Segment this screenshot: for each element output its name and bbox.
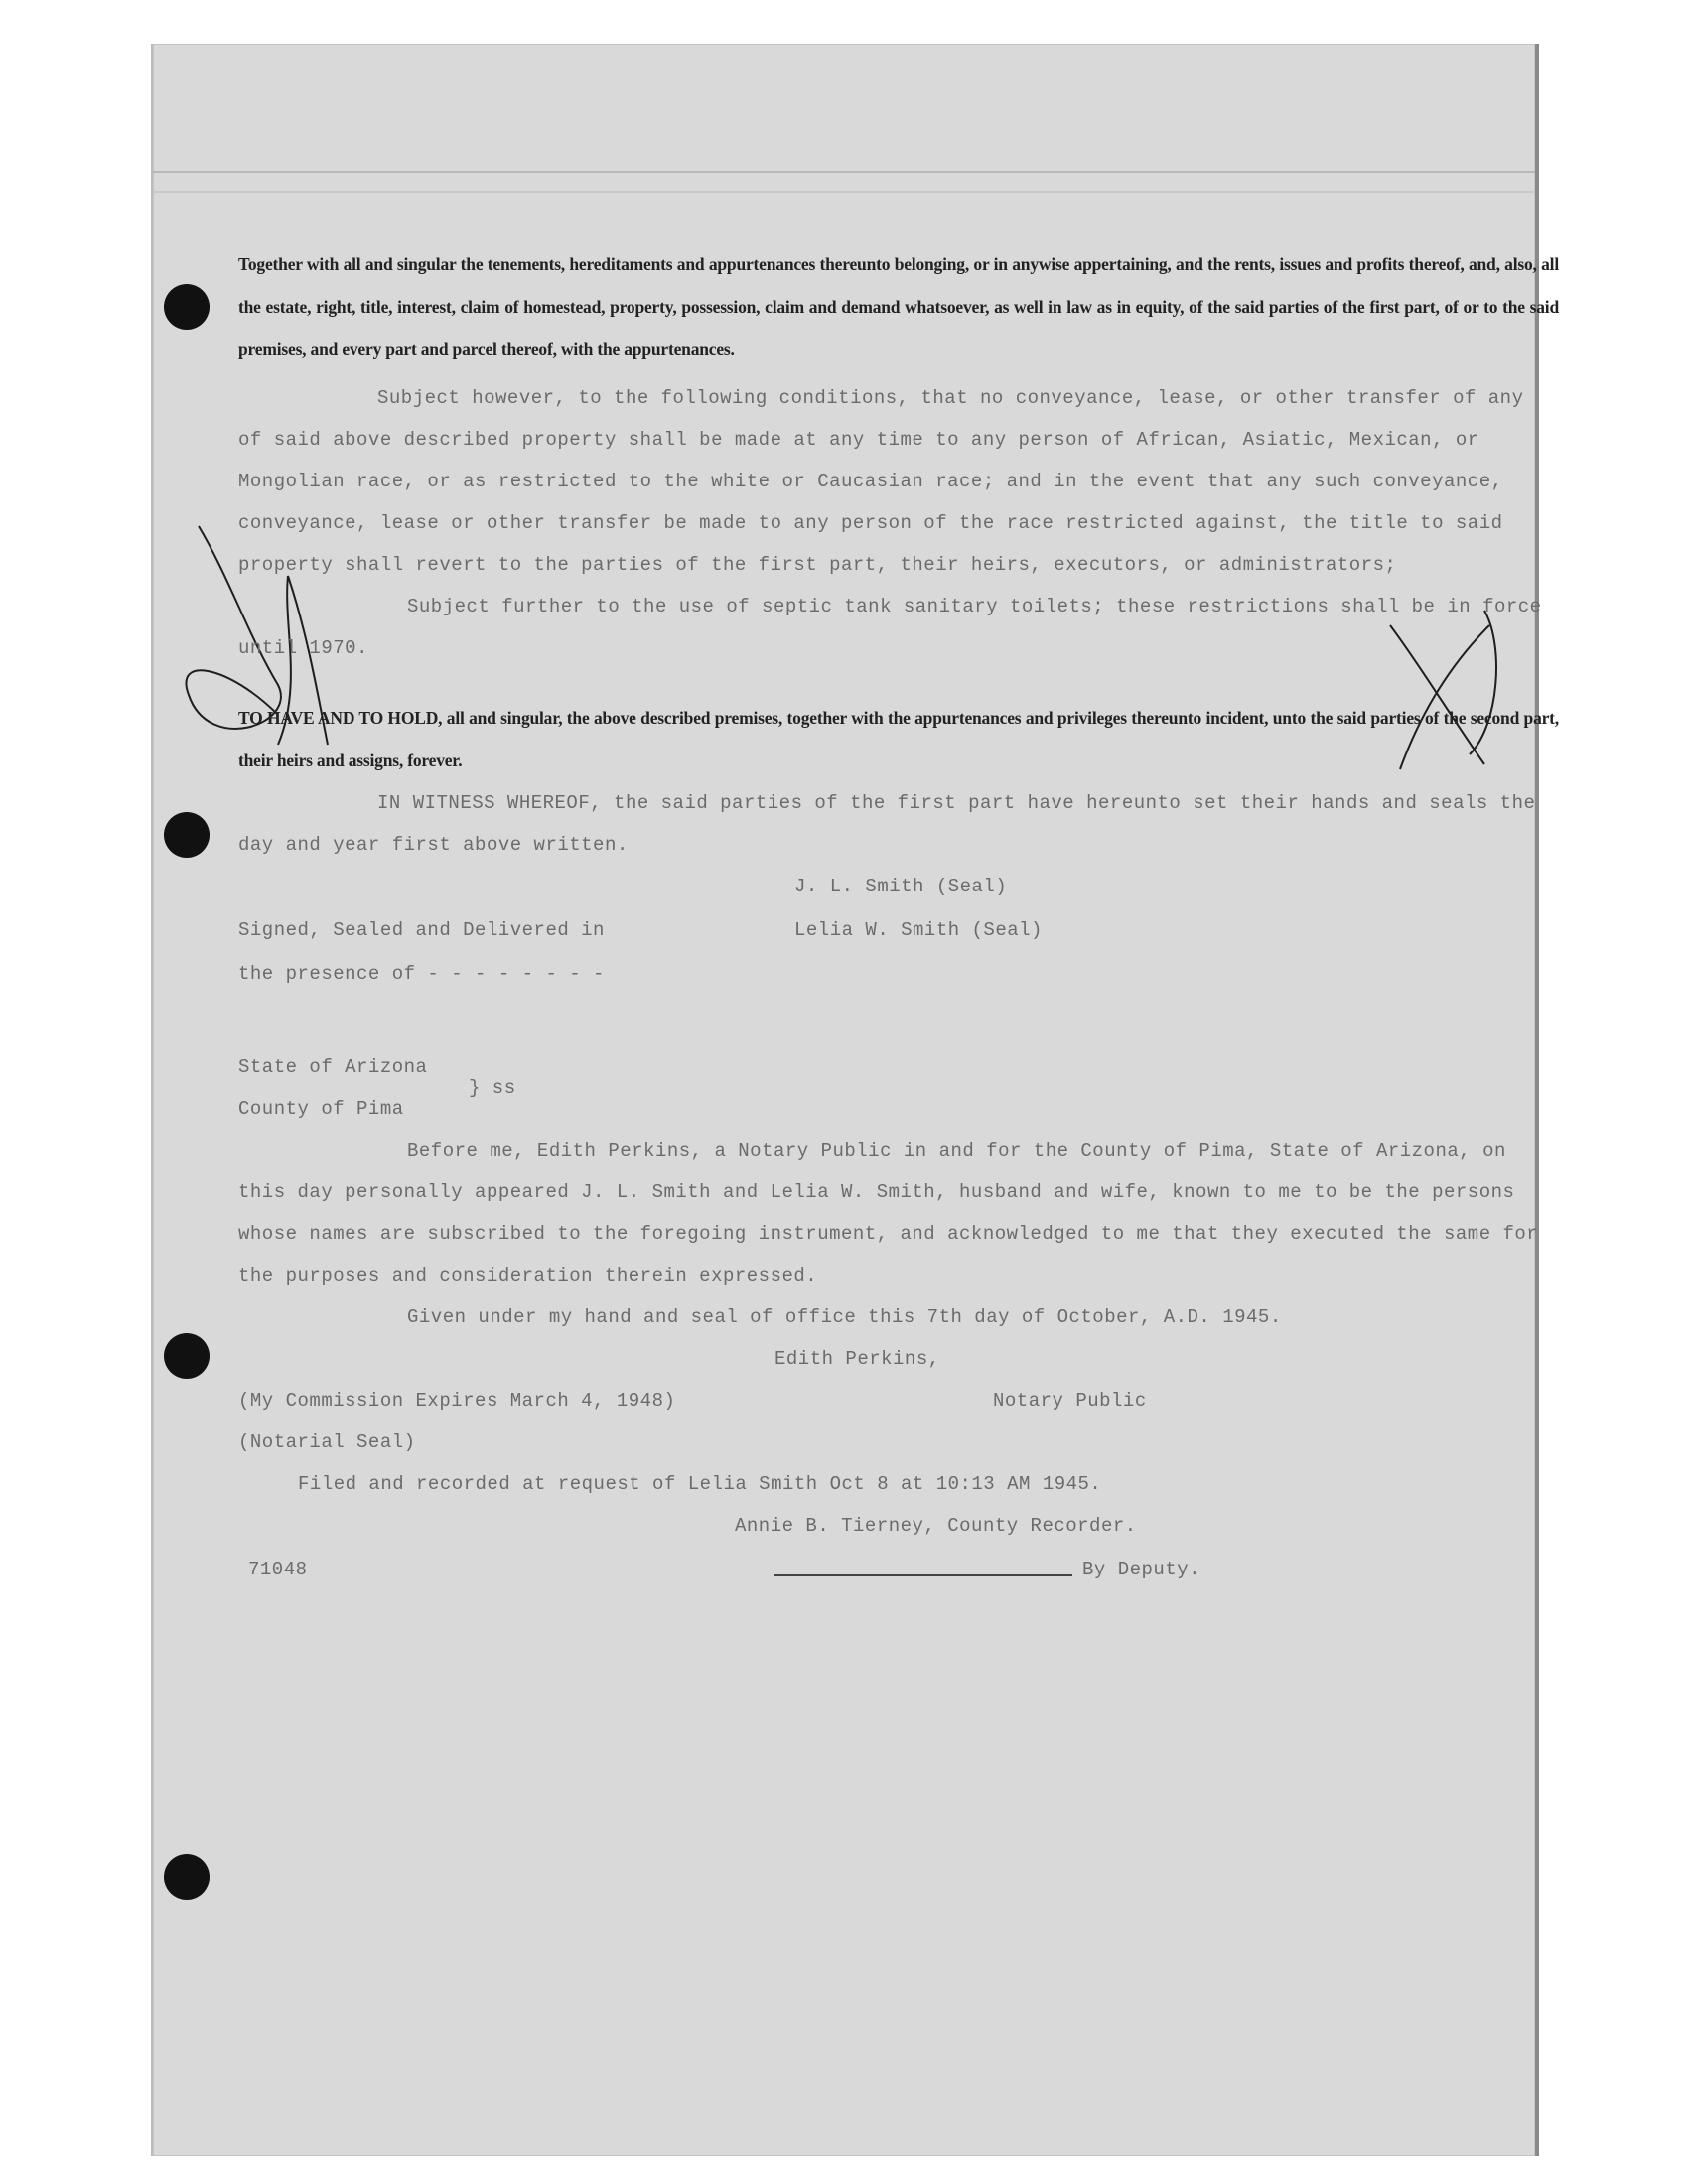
signature-block <box>238 866 1559 997</box>
ss-bracket: } ss <box>469 1077 516 1099</box>
deputy-label: By Deputy. <box>1082 1559 1201 1580</box>
acknowledgment-paragraph: Before me, Edith Perkins, a Notary Public in and for the County of Pima, State of Arizona, on this day personally appeared J. L. Smith and Lelia W. Smith, husband and wife, known to me to be the persons whose names are subscribed to the foregoing instrument, and acknowledged to me that they executed the same for the purposes and consideration therein expressed. <box>238 1140 1539 1287</box>
punch-hole <box>164 1333 210 1379</box>
punch-hole <box>164 284 210 330</box>
notarial-seal-label: (Notarial Seal) <box>238 1432 416 1453</box>
restriction-paragraph-2: Subject further to the use of septic tank sanitary toilets; these restrictions shall be in force until 1970. <box>238 596 1542 659</box>
county-recorder: Annie B. Tierney, County Recorder. <box>735 1515 1137 1537</box>
notary-title: Notary Public <box>993 1390 1147 1412</box>
state-label: State of Arizona <box>238 1056 428 1078</box>
restriction-paragraph: Subject however, to the following conditions, that no conveyance, lease, or other transfer of any of said above described property shall be made at any time to any person of African, Asiatic, Mexican, or Mongolian race, or as restricted to the white or Caucasian race; and in the event that any such conveyance, conveyance, lease or other transfer be made to any person of the race restricted against, the title to said property shall revert to the parties of the first part, their heirs, executors, or administrators; <box>238 387 1524 576</box>
punch-hole <box>164 1854 210 1900</box>
notary-block <box>238 1338 1559 1505</box>
to-have-paragraph: TO HAVE AND TO HOLD, all and singular, the above described premises, together with the appurtenances and privileges thereunto incident, unto the said parties of the second part, their heirs and assigns, forever. <box>238 708 1559 770</box>
ruled-line <box>153 191 1535 193</box>
recorder-block <box>238 1505 1559 1594</box>
deputy-signature-line <box>774 1549 1072 1576</box>
signed-sealed-label: Signed, Sealed and Delivered in <box>238 919 605 941</box>
venue-block <box>238 1046 1559 1130</box>
filed-recorded-line: Filed and recorded at request of Lelia Smith Oct 8 at 10:13 AM 1945. <box>298 1473 1102 1495</box>
document-number: 71048 <box>248 1559 308 1580</box>
punch-hole <box>164 812 210 858</box>
witness-paragraph: IN WITNESS WHEREOF, the said parties of the first part have hereunto set their hands and seals the day and year first above written. <box>238 792 1536 856</box>
commission-expiry: (My Commission Expires March 4, 1948) <box>238 1390 676 1412</box>
document-body <box>238 243 1559 1594</box>
notary-name: Edith Perkins, <box>774 1348 940 1370</box>
habendum-intro-paragraph: Together with all and singular the tenements, hereditaments and appurtenances thereunto belonging, or in anywise appertaining, and the rents, issues and profits thereof, and, also, all the estate, right, title, interest, claim of homestead, property, possession, claim and demand whatsoever, as well in law as in equity, of the said parties of the first part, of or to the said premises, and every part and parcel thereof, with the appurtenances. <box>238 254 1559 359</box>
presence-label: the presence of - - - - - - - - <box>238 963 605 985</box>
ruled-line <box>153 171 1535 173</box>
signer-1: J. L. Smith (Seal) <box>794 876 1008 897</box>
given-under-line: Given under my hand and seal of office this 7th day of October, A.D. 1945. <box>407 1306 1282 1328</box>
signer-2: Lelia W. Smith (Seal) <box>794 919 1043 941</box>
county-label: County of Pima <box>238 1098 404 1120</box>
